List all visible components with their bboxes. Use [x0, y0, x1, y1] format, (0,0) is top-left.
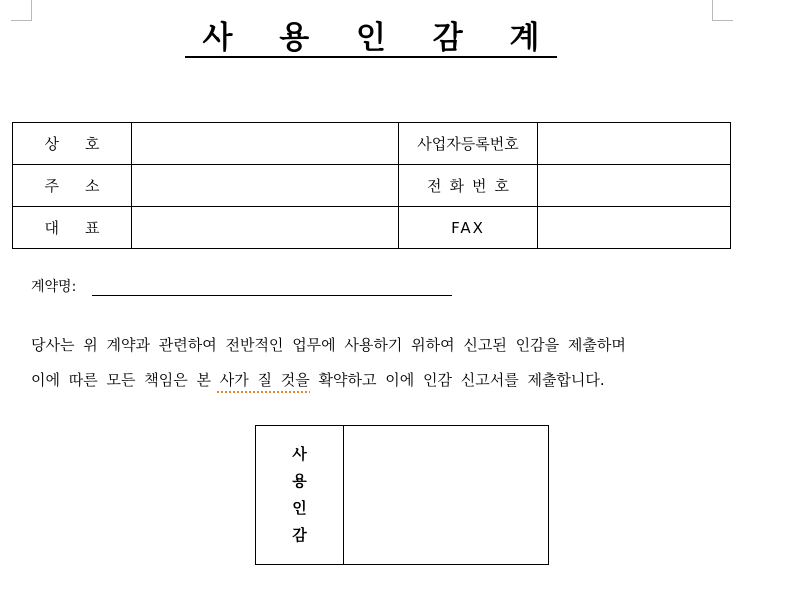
- seal-label: [256, 426, 344, 564]
- seal-stamp-area[interactable]: [344, 426, 548, 564]
- contract-name-field[interactable]: [92, 295, 452, 296]
- seal-label-char: 감: [292, 526, 307, 544]
- document-title: [0, 18, 742, 58]
- table-row: [13, 165, 731, 207]
- table-row: [13, 207, 731, 249]
- document-title-text: 사 용 인 감 계: [185, 20, 558, 58]
- value-address[interactable]: [132, 165, 399, 207]
- declaration-paragraph: [31, 328, 731, 398]
- table-row: [13, 123, 731, 165]
- label-fax: FAX: [399, 207, 538, 249]
- label-phone-number: 전화번호: [399, 165, 538, 207]
- seal-label-char: 인: [292, 499, 307, 517]
- declaration-line-2: 이에 따른 모든 책임은 본 사가 질 것을 확약하고 이에 인감 신고서를 제출합니다.: [31, 371, 605, 389]
- declaration-line-1: 당사는 위 계약과 관련하여 전반적인 업무에 사용하기 위하여 신고된 인감을 제출하며: [31, 336, 626, 354]
- value-business-number[interactable]: [538, 123, 731, 165]
- seal-box: [255, 425, 549, 565]
- value-fax[interactable]: [538, 207, 731, 249]
- value-company-name[interactable]: [132, 123, 399, 165]
- contract-name-label: 계약명:: [31, 279, 77, 295]
- seal-label-char: 사: [292, 445, 307, 463]
- label-address: 주소: [13, 165, 132, 207]
- spellcheck-underline: [216, 391, 310, 394]
- label-business-number: 사업자등록번호: [399, 123, 538, 165]
- label-representative: 대표: [13, 207, 132, 249]
- company-info-table: [12, 122, 731, 249]
- seal-label-char: 용: [292, 472, 307, 490]
- label-company-name: 상호: [13, 123, 132, 165]
- value-representative[interactable]: [132, 207, 399, 249]
- value-phone-number[interactable]: [538, 165, 731, 207]
